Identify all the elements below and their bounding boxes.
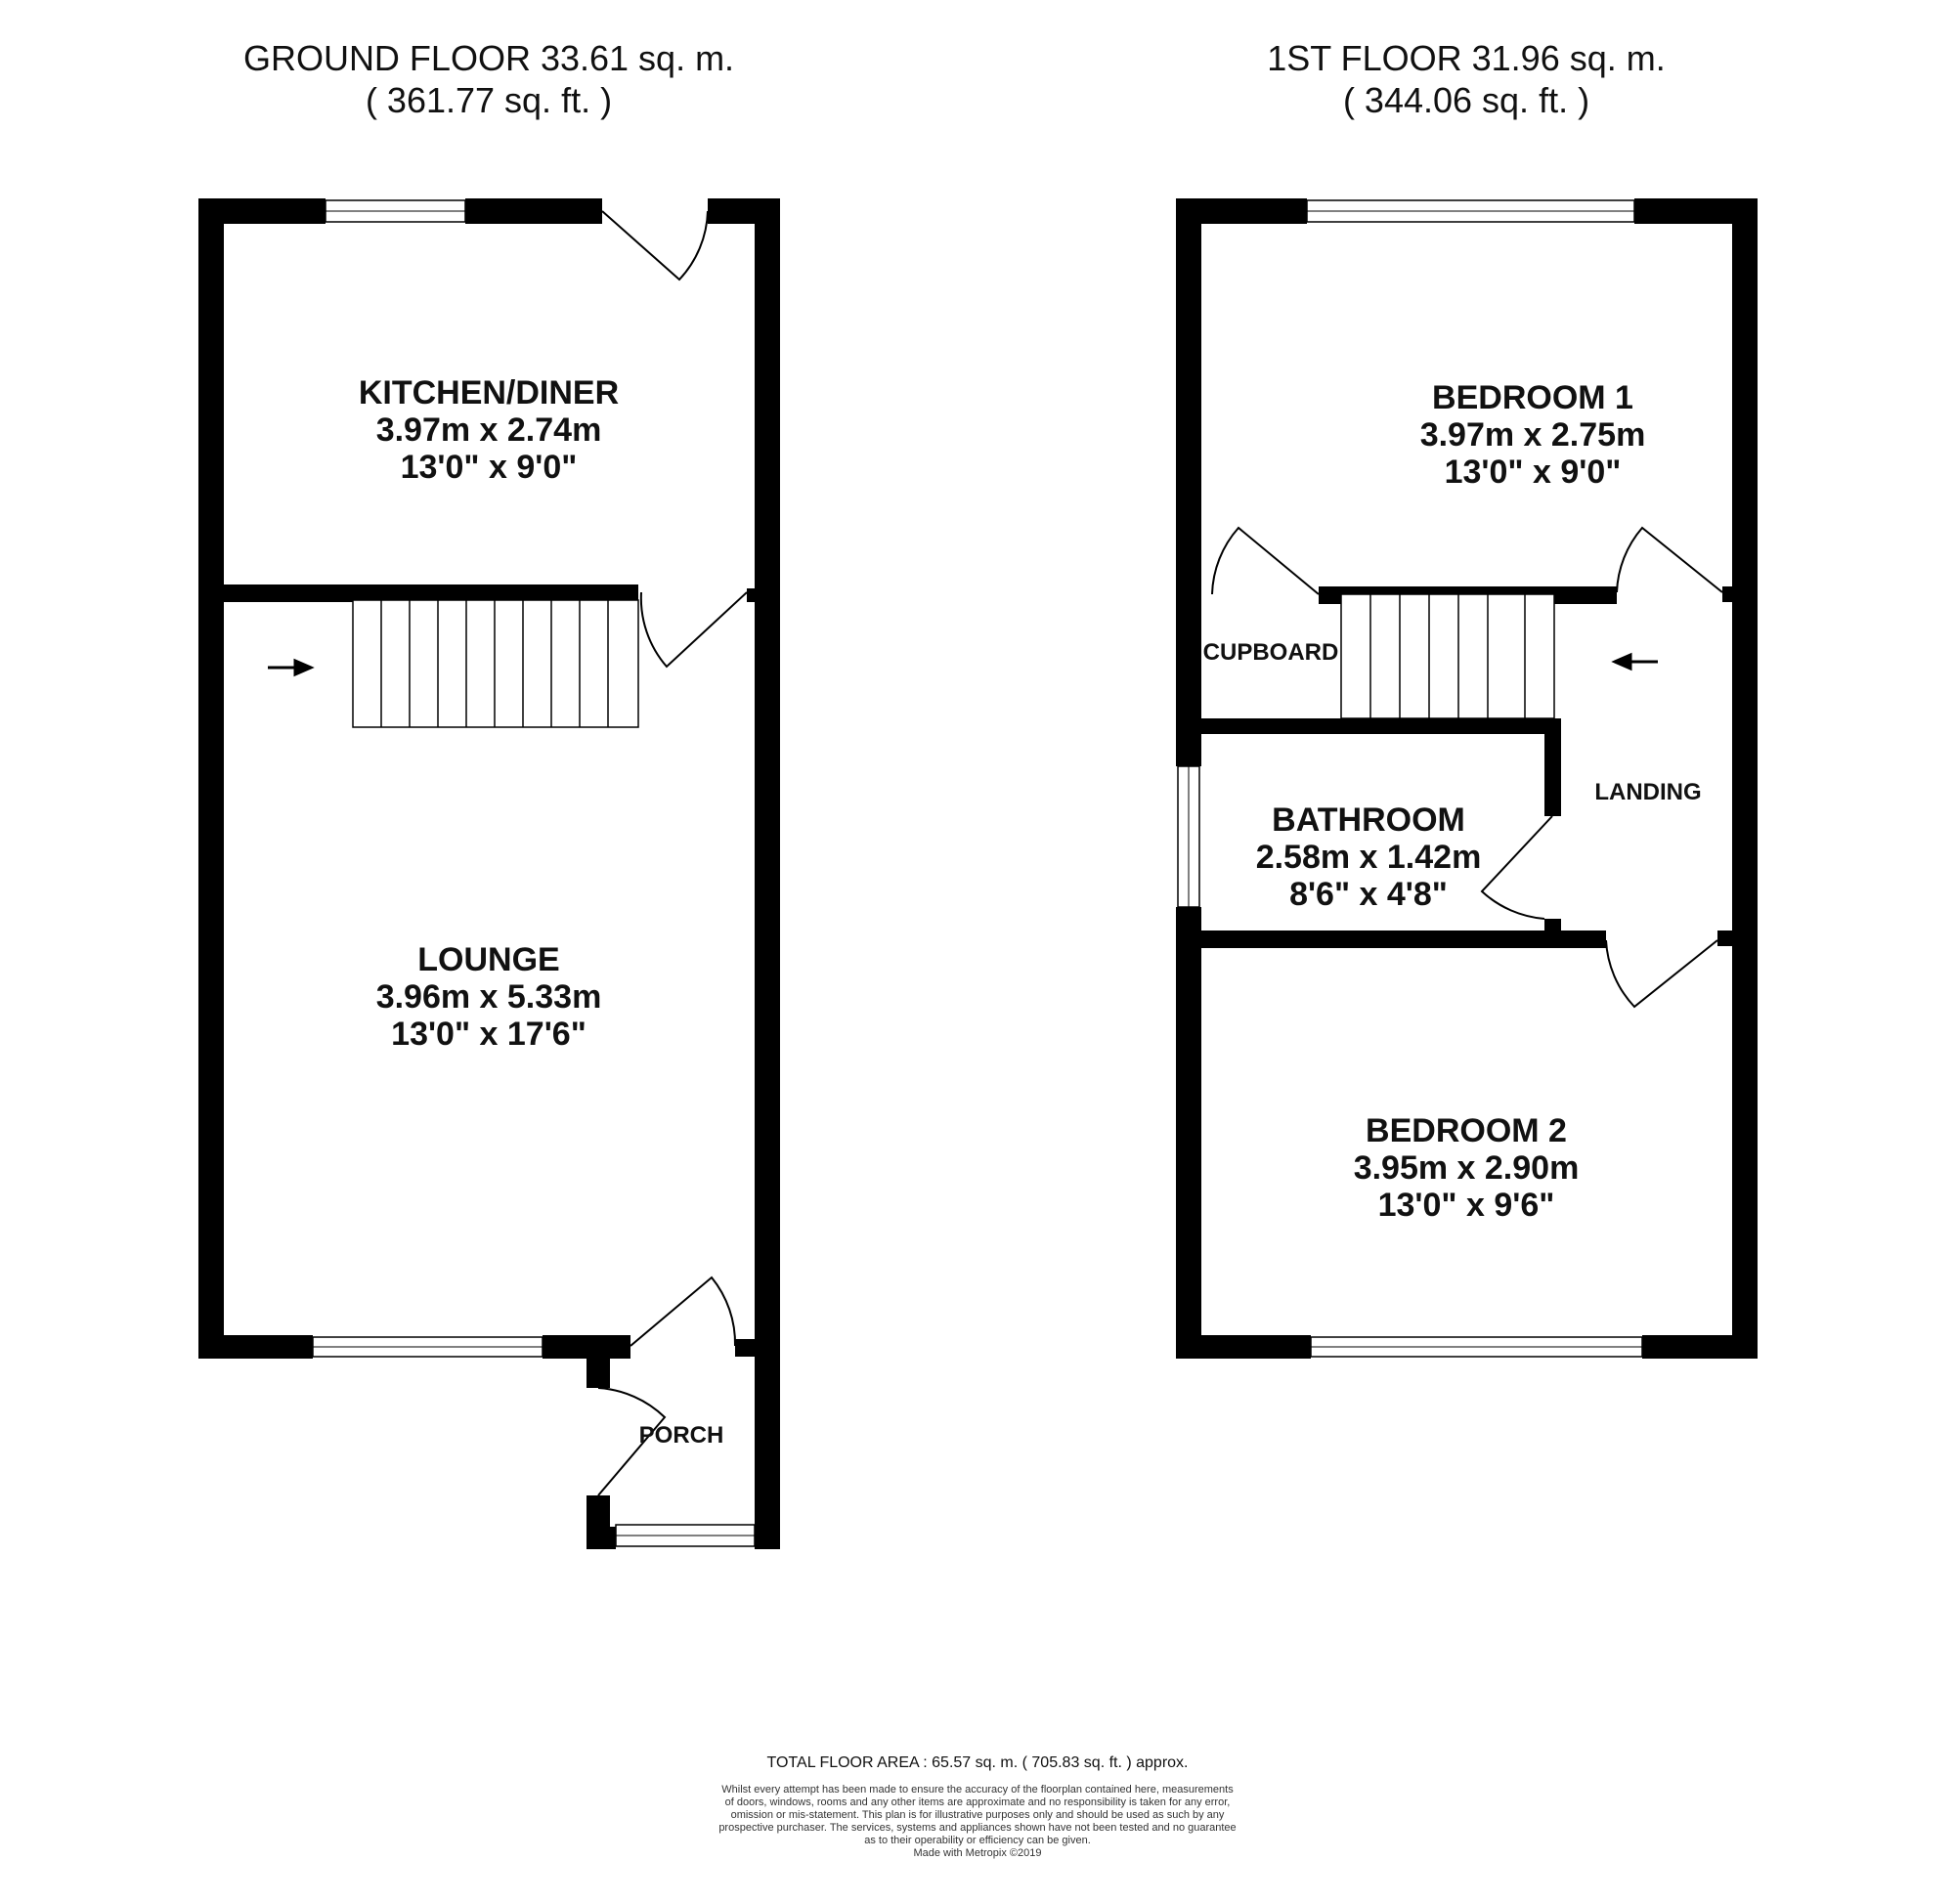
room-dimensions-metric: 3.96m x 5.33m	[375, 978, 602, 1016]
porch-label: PORCH	[638, 1422, 724, 1449]
disclaimer-line: prospective purchaser. The services, systems and appliances shown have not been tested and no guarantee	[718, 1822, 1237, 1834]
room-name: LOUNGE	[417, 941, 560, 978]
ground-floor-doors	[598, 211, 747, 1495]
cupboard-door	[1212, 528, 1319, 594]
first-floor-title: 1ST FLOOR 31.96 sq. m.	[1267, 38, 1666, 78]
stairs-direction-arrow-icon	[1615, 655, 1658, 669]
bathroom-door	[1482, 816, 1552, 919]
room-bathroom	[1256, 801, 1482, 913]
room-dimensions-imperial: 13'0" x 9'0"	[400, 449, 578, 486]
kitchen-back-door	[602, 211, 708, 280]
cupboard-label: CUPBOARD	[1202, 639, 1339, 666]
room-dimensions-imperial: 13'0" x 9'0"	[1444, 454, 1622, 491]
room-dimensions-metric: 3.95m x 2.90m	[1353, 1149, 1580, 1187]
room-kitchen-diner	[359, 374, 619, 486]
total-floor-area: TOTAL FLOOR AREA : 65.57 sq. m. ( 705.83 sq. ft. ) approx.	[766, 1754, 1189, 1771]
disclaimer-line: omission or mis-statement. This plan is for illustrative purposes only and should be used as such by any	[730, 1809, 1225, 1821]
disclaimer-line: Whilst every attempt has been made to ensure the accuracy of the floorplan contained here, measurements	[721, 1784, 1234, 1796]
ground-floor-title: GROUND FLOOR 33.61 sq. m.	[242, 38, 735, 78]
ground-floor	[198, 38, 780, 1549]
room-dimensions-imperial: 13'0" x 17'6"	[391, 1016, 586, 1053]
ground-floor-area-sqft: ( 361.77 sq. ft. )	[365, 80, 613, 120]
disclaimer-line: as to their operability or efficiency can be given.	[864, 1835, 1091, 1846]
footer	[718, 1754, 1236, 1859]
stairs-direction-arrow-icon	[268, 661, 311, 674]
room-name: KITCHEN/DINER	[358, 374, 620, 411]
room-lounge	[376, 941, 602, 1053]
room-dimensions-imperial: 13'0" x 9'6"	[1377, 1187, 1555, 1224]
bedroom-2-door	[1606, 940, 1717, 1007]
bedroom-1-door	[1617, 528, 1722, 592]
lounge-kitchen-door	[641, 592, 747, 667]
room-name: BEDROOM 1	[1432, 379, 1633, 416]
landing-label: LANDING	[1594, 779, 1702, 805]
ground-floor-stairs	[268, 600, 638, 727]
lounge-porch-door	[630, 1277, 735, 1346]
room-bedroom-2	[1354, 1112, 1580, 1224]
room-name: BATHROOM	[1272, 801, 1465, 839]
first-floor-area-sqft: ( 344.06 sq. ft. )	[1342, 80, 1590, 120]
room-name: BEDROOM 2	[1366, 1112, 1567, 1149]
metropix-credit: Made with Metropix ©2019	[913, 1847, 1042, 1859]
room-dimensions-imperial: 8'6" x 4'8"	[1289, 876, 1448, 913]
first-floor-stairs	[1341, 594, 1658, 718]
room-bedroom-1	[1420, 379, 1646, 491]
room-dimensions-metric: 3.97m x 2.74m	[375, 411, 602, 449]
room-dimensions-metric: 2.58m x 1.42m	[1255, 839, 1482, 876]
first-floor	[1176, 38, 1758, 1359]
disclaimer-line: of doors, windows, rooms and any other items are approximate and no responsibility is taken for any error,	[724, 1796, 1231, 1808]
room-dimensions-metric: 3.97m x 2.75m	[1419, 416, 1646, 454]
